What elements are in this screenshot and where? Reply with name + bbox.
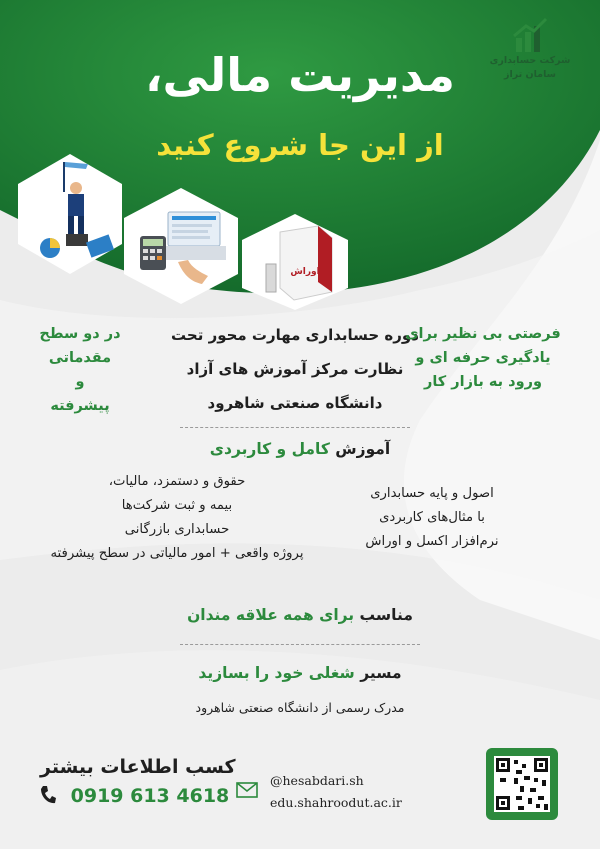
phone-icon [40, 785, 56, 805]
qr-code[interactable] [486, 748, 558, 820]
hex-software-box [240, 212, 350, 312]
hex-calculator [122, 186, 240, 306]
software-box-label: اوراش [290, 267, 320, 277]
brand-name-line2: سامان تراز [504, 69, 556, 80]
divider [180, 644, 420, 645]
course-line1: دوره حسابداری مهارت محور تحت [171, 326, 419, 344]
hero-title: مدیریت مالی، [145, 48, 455, 102]
training-highlight: کامل و کاربردی [209, 440, 330, 458]
opportunity-line2: یادگیری حرفه ای و [415, 350, 551, 366]
topic-item: حسابداری بازرگانی [124, 522, 230, 537]
hex-businessman [16, 152, 124, 276]
suitable-heading [0, 606, 600, 624]
levels-note [20, 322, 140, 418]
contact-title: کسب اطلاعات بیشتر [40, 756, 236, 778]
opportunity-note [388, 322, 578, 394]
career-prefix: مسیر [360, 664, 402, 682]
career-highlight: شغلی خود را بسازید [198, 664, 355, 682]
phone-number[interactable]: 0919 613 4618 [70, 785, 230, 807]
instagram-handle[interactable]: @hesabdari.sh [270, 773, 364, 788]
topic-item: بیمه و ثبت شرکت‌ها [121, 498, 233, 513]
levels-line1: در دو سطح مقدماتی [39, 326, 121, 366]
topics-advanced [32, 470, 322, 566]
topic-item: اصول و پایه حسابداری [370, 486, 494, 501]
hero-subtitle: از این جا شروع کنید [156, 128, 444, 162]
course-line3: دانشگاه صنعتی شاهرود [207, 394, 383, 412]
topic-item: حقوق و دستمزد، مالیات، [108, 474, 246, 489]
course-line2: نظارت مرکز آموزش های آزاد [186, 360, 404, 378]
levels-line3: پیشرفته [50, 398, 110, 414]
topic-item: با مثال‌های کاربردی [379, 510, 485, 525]
training-prefix: آموزش [335, 440, 391, 458]
suitable-highlight: برای همه علاقه مندان [187, 606, 355, 624]
levels-line2: و [75, 374, 85, 390]
website-link[interactable]: edu.shahroodut.ac.ir [270, 795, 402, 810]
brand-name-line1: شرکت حسابداری [489, 55, 571, 66]
phone-number-row[interactable] [40, 785, 229, 807]
training-heading [0, 440, 600, 458]
opportunity-line1: فرصتی بی نظیر برای [405, 326, 561, 342]
topics-basic [352, 482, 512, 554]
topic-item: پروژه واقعی + امور مالیاتی در سطح پیشرفته [50, 546, 304, 561]
career-heading [0, 664, 600, 682]
contact-handles [270, 770, 402, 814]
certificate-note: مدرک رسمی از دانشگاه صنعتی شاهرود [195, 700, 405, 715]
suitable-prefix: مناسب [359, 606, 413, 624]
divider [180, 427, 410, 428]
topic-item: نرم‌افزار اکسل و اوراش [365, 534, 499, 549]
qr-code-icon [494, 756, 550, 812]
email-icon [236, 782, 258, 802]
opportunity-line3: ورود به بازار کار [424, 374, 542, 390]
